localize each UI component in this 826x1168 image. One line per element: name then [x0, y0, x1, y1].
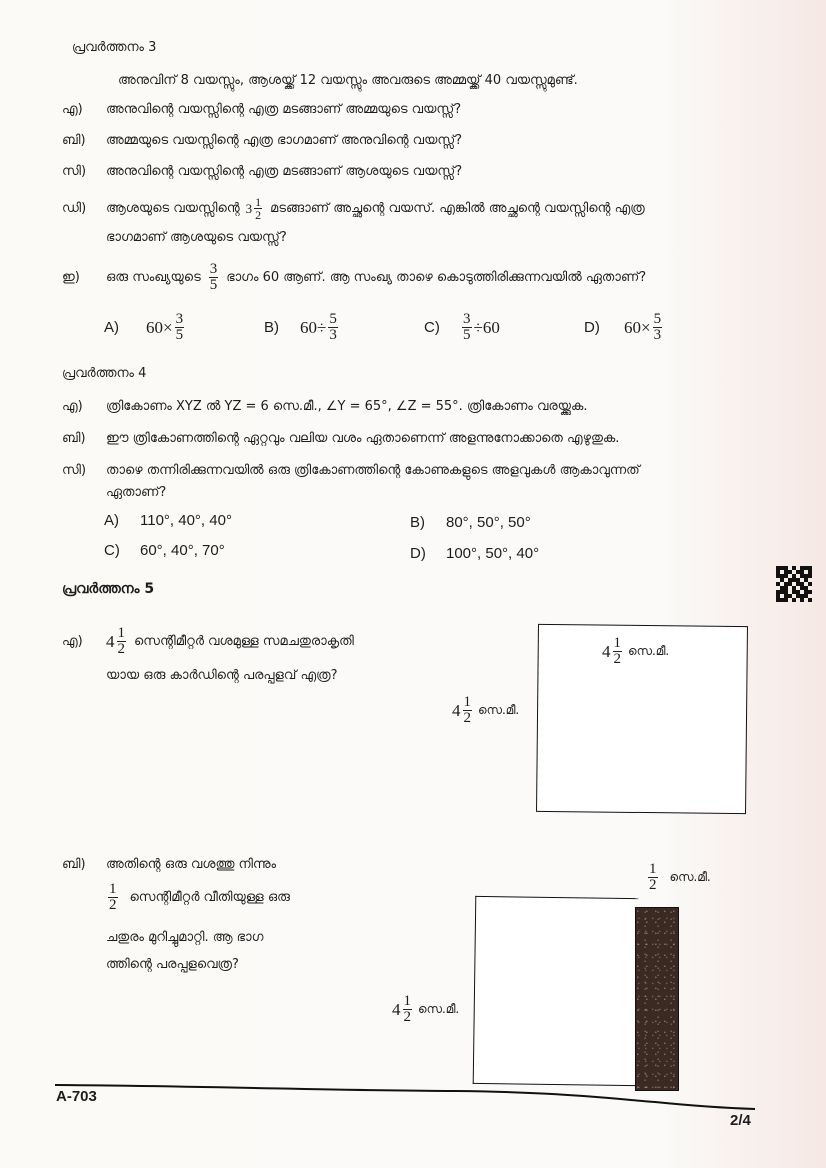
option-a: A) 60× $\frac{3}{5}$	[104, 311, 184, 343]
activity-5-heading: പ്രവർത്തനം 5	[62, 581, 155, 597]
question-text: ഈ ത്രികോണത്തിന്റെ ഏറ്റവും വലിയ വശം ഏതാണെന്ന് അളന്നുനോക്കാതെ എഴുതുക.	[106, 431, 620, 446]
question-text: മടങ്ങാണ് അച്ഛന്റെ വയസ്. എങ്കിൽ അച്ഛന്റെ വയസ്സിന്റെ എത്ര	[270, 200, 645, 216]
activity-5-question-b	[62, 856, 276, 874]
page-number: 2/4	[730, 1112, 751, 1129]
option-d: D) 100°, 50°, 40°	[410, 545, 540, 562]
side-dimension-label: 4 $\frac{1}{2}$ സെ.മീ.	[452, 694, 520, 726]
question-text: സെന്റിമീറ്റർ വശമുള്ള സമചതുരാകൃതി	[134, 633, 354, 649]
question-label: എ)	[62, 633, 83, 649]
question-text: ഭാഗം 60 ആണ്. ആ സംഖ്യ താഴെ കൊടുത്തിരിക്കുന്നവയിൽ ഏതാണ്?	[226, 269, 647, 285]
fraction: $\frac{3}{5}$	[209, 261, 218, 293]
activity-4-question-c-line2: ഏതാണ്?	[106, 485, 167, 500]
question-label: എ)	[62, 102, 83, 117]
question-text: അനുവിന്റെ വയസ്സിന്റെ എത്ര മടങ്ങാണ് അമ്മയുടെ വയസ്സ്?	[106, 102, 462, 117]
option-b: B) 60÷ $\frac{5}{3}$	[264, 311, 337, 343]
top-dimension-label: 4 $\frac{1}{2}$ സെ.മീ.	[602, 635, 670, 667]
question-text: താഴെ തന്നിരിക്കുന്നവയിൽ ഒരു ത്രികോണത്തിന്റെ കോണുകളുടെ അളവുകൾ ആകാവുന്നത്	[106, 463, 640, 478]
activity-3-intro: അനുവിന് 8 വയസ്സും, ആശയ്ക്ക് 12 വയസ്സും അവരുടെ അമ്മയ്ക്ക് 40 വയസ്സുമുണ്ട്.	[118, 73, 578, 88]
mixed-fraction: 3 $\frac{1}{2}$	[245, 195, 262, 222]
question-label: ഇ)	[62, 269, 80, 285]
qr-code-icon	[776, 566, 812, 602]
strip-width-label: $\frac{1}{2}$ സെ.മീ.	[649, 861, 711, 893]
activity-3-question-e	[62, 262, 646, 293]
activity-4-question-c	[62, 462, 640, 480]
option-c: C) 60°, 40°, 70°	[104, 542, 225, 559]
activity-4-question-a	[62, 398, 588, 416]
option-c: C) $\frac{3}{5}$ ÷60	[424, 311, 500, 343]
activity-3-question-d	[62, 196, 645, 221]
activity-3-question-b	[62, 132, 462, 150]
question-text: അമ്മയുടെ വയസ്സിന്റെ എത്ര ഭാഗമാണ് അനുവിന്റെ വയസ്സ്?	[106, 133, 463, 148]
fraction: $\frac{1}{2}$	[109, 881, 117, 913]
question-text: അതിന്റെ ഒരു വശത്തു നിന്നും	[106, 857, 277, 872]
activity-3-question-d-line2: ഭാഗമാണ് ആശയുടെ വയസ്സ്?	[106, 230, 287, 245]
question-label: ഡി)	[62, 200, 87, 216]
question-text: അനുവിന്റെ വയസ്സിന്റെ എത്ര മടങ്ങാണ് ആശയുടെ വയസ്സ്?	[106, 164, 463, 179]
activity-3-question-a	[62, 101, 461, 119]
question-text: ത്രികോണം XYZ ൽ YZ = 6 സെ.മീ., ∠Y = 65°, ∠Z = 55°. ത്രികോണം വരയ്ക്കുക.	[106, 399, 588, 414]
paper-code: A-703	[56, 1088, 97, 1105]
question-text: ഒരു സംഖ്യയുടെ	[106, 269, 201, 285]
side-dimension-label: 4 $\frac{1}{2}$ സെ.മീ.	[392, 993, 460, 1025]
question-label: സി)	[62, 164, 87, 179]
option-a: A) 110°, 40°, 40°	[104, 512, 232, 529]
activity-3-heading: പ്രവർത്തനം 3	[72, 40, 157, 55]
activity-3-question-c	[62, 163, 462, 181]
question-label: ബി)	[62, 431, 86, 446]
option-b: B) 80°, 50°, 50°	[410, 514, 531, 531]
footer-divider	[55, 1080, 755, 1110]
activity-5-question-a-line2: യായ ഒരു കാർഡിന്റെ പരപ്പളവ് എത്ര?	[106, 668, 338, 683]
activity-5-question-b-line2: $\frac{1}{2}$ സെന്റിമീറ്റർ വീതിയുള്ള ഒരു	[109, 881, 290, 913]
mixed-fraction: 4 $\frac{1}{2}$	[106, 625, 125, 657]
question-text: ആശയുടെ വയസ്സിന്റെ	[106, 200, 240, 216]
remaining-card-figure	[473, 896, 639, 1086]
activity-5-question-b-line4: ത്തിന്റെ പരപ്പളവെത്ര?	[106, 957, 239, 972]
question-label: എ)	[62, 399, 83, 414]
activity-5-question-b-line3: ചതുരം മുറിച്ചുമാറ്റി. ആ ഭാഗ	[106, 930, 264, 945]
cut-strip-figure	[635, 907, 679, 1091]
question-label: ബി)	[62, 133, 86, 148]
option-d: D) 60× $\frac{5}{3}$	[584, 311, 662, 343]
question-label: സി)	[62, 463, 87, 478]
activity-4-question-b	[62, 430, 619, 448]
activity-4-heading: പ്രവർത്തനം 4	[62, 366, 147, 381]
activity-5-question-a	[62, 626, 354, 657]
question-label: ബി)	[62, 857, 86, 872]
